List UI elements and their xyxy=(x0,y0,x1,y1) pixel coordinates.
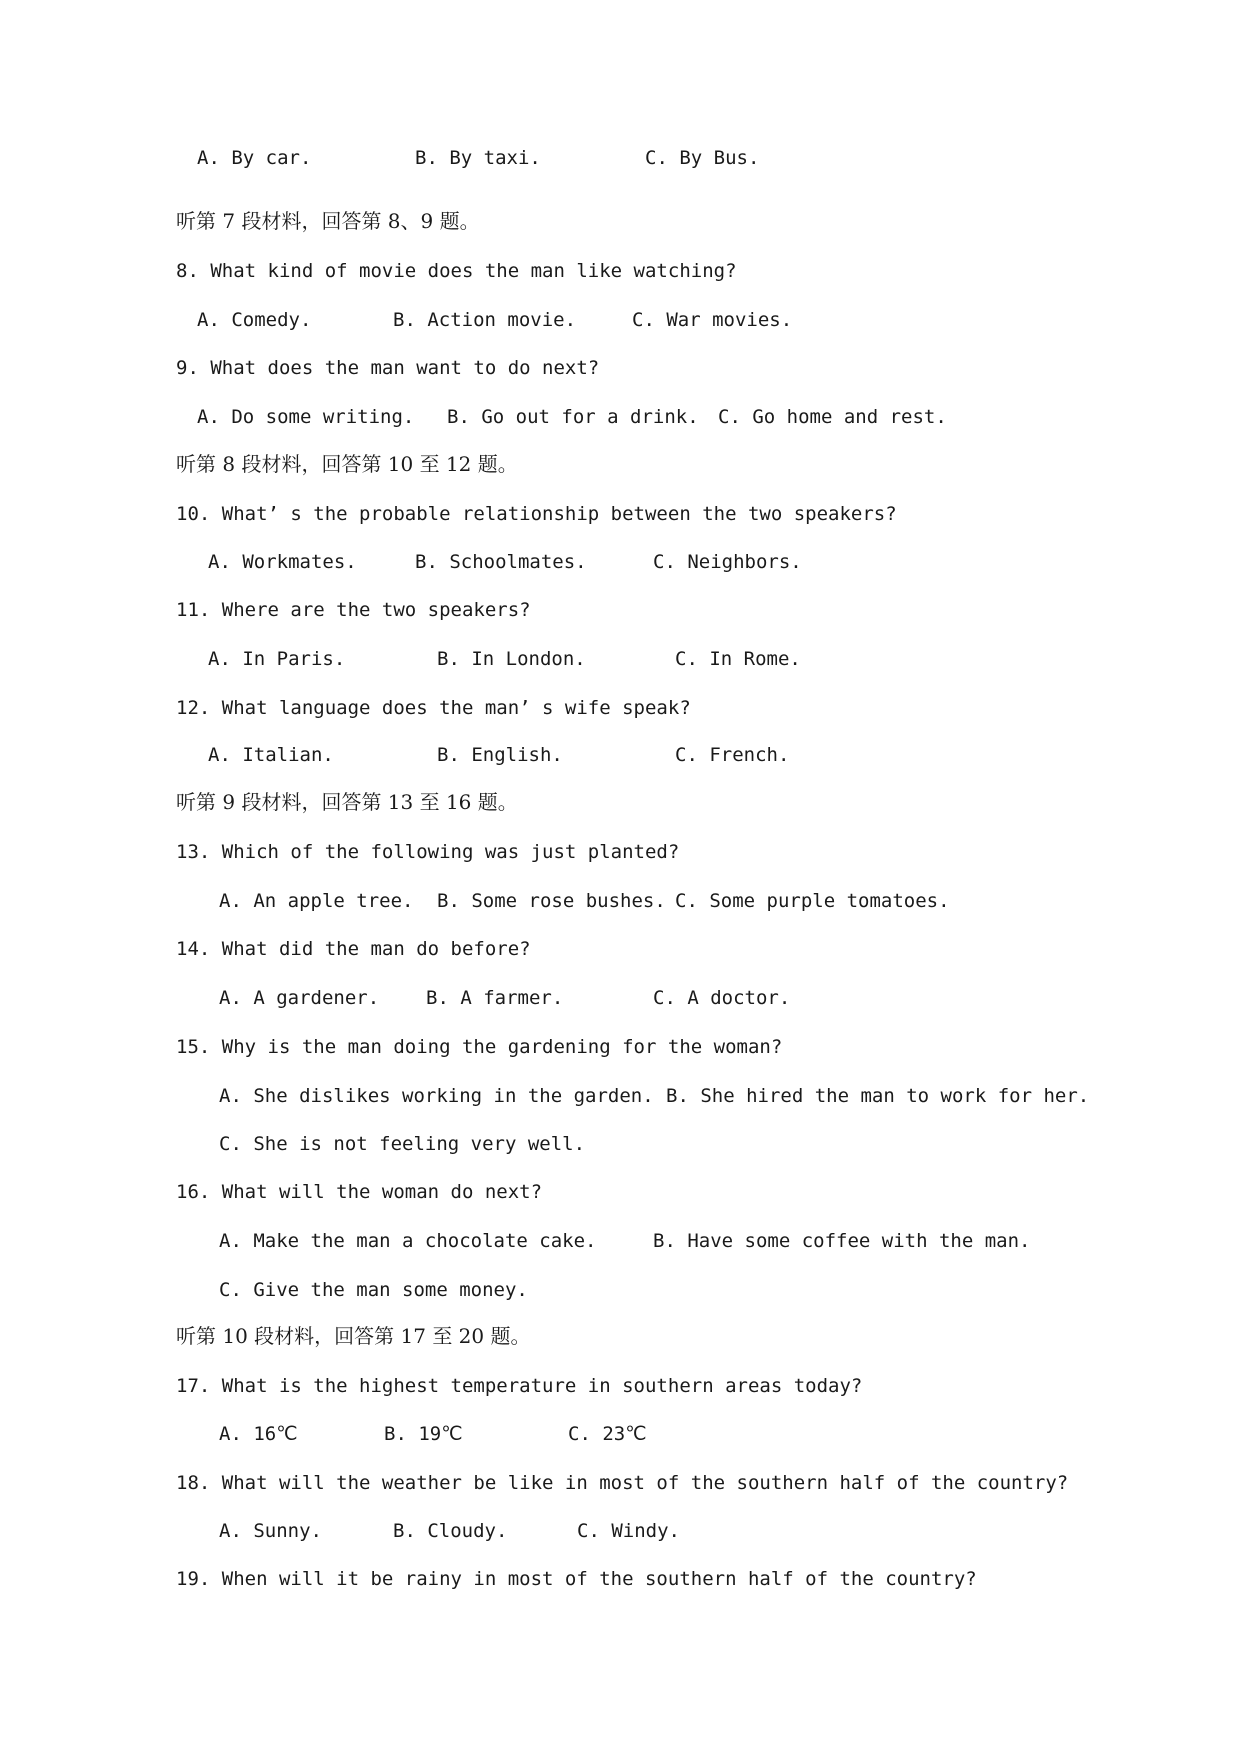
option-a: A. An apple tree. xyxy=(219,890,414,912)
question-17: 17. What is the highest temperature in southern areas today? xyxy=(176,1375,863,1397)
option-b: B. Go out for a drink. xyxy=(447,406,699,428)
option-b: B. By taxi. xyxy=(415,147,541,169)
section-heading: 听第 10 段材料，回答第 17 至 20 题。 xyxy=(176,1324,531,1348)
option-c: C. A doctor. xyxy=(653,987,791,1009)
option-c: C. In Rome. xyxy=(675,648,801,670)
option-a: A. By car. xyxy=(197,147,312,169)
option-c: C. Some purple tomatoes. xyxy=(675,890,950,912)
option-b: B. In London. xyxy=(437,648,586,670)
question-11: 11. Where are the two speakers? xyxy=(176,599,531,621)
option-b: B. Have some coffee with the man. xyxy=(653,1230,1031,1252)
option-b: B. Schoolmates. xyxy=(415,551,587,573)
option-a: A. Sunny. xyxy=(219,1520,322,1542)
question-13: 13. Which of the following was just planted? xyxy=(176,841,680,863)
option-c: C. Windy. xyxy=(577,1520,680,1542)
option-b: B. 19℃ xyxy=(384,1423,463,1445)
section-heading: 听第 9 段材料，回答第 13 至 16 题。 xyxy=(176,790,518,814)
option-a: A. A gardener. xyxy=(219,987,380,1009)
option-b: B. Action movie. xyxy=(393,309,577,331)
option-c: C. By Bus. xyxy=(645,147,760,169)
section-heading: 听第 7 段材料，回答第 8、9 题。 xyxy=(176,209,480,233)
option-c: C. She is not feeling very well. xyxy=(219,1133,586,1155)
question-16: 16. What will the woman do next? xyxy=(176,1181,543,1203)
option-c: C. Go home and rest. xyxy=(718,406,947,428)
question-14: 14. What did the man do before? xyxy=(176,938,531,960)
option-a: A. Workmates. xyxy=(208,551,357,573)
question-8: 8. What kind of movie does the man like watching? xyxy=(176,260,737,282)
option-c: C. French. xyxy=(675,744,790,766)
option-b: B. A farmer. xyxy=(426,987,564,1009)
section-heading: 听第 8 段材料，回答第 10 至 12 题。 xyxy=(176,452,518,476)
option-c: C. 23℃ xyxy=(568,1423,647,1445)
option-a: A. Comedy. xyxy=(197,309,312,331)
option-a: A. Italian. xyxy=(208,744,334,766)
option-b: B. Some rose bushes. xyxy=(437,890,666,912)
option-a: A. 16℃ xyxy=(219,1423,298,1445)
question-10: 10. What’ s the probable relationship between the two speakers? xyxy=(176,503,897,525)
option-c: C. War movies. xyxy=(632,309,793,331)
question-15: 15. Why is the man doing the gardening for the woman? xyxy=(176,1036,783,1058)
option-c: C. Neighbors. xyxy=(653,551,802,573)
option-b: B. Cloudy. xyxy=(393,1520,508,1542)
option-a: A. Do some writing. xyxy=(197,406,415,428)
question-18: 18. What will the weather be like in most of the southern half of the country? xyxy=(176,1472,1069,1494)
option-a: A. Make the man a chocolate cake. xyxy=(219,1230,597,1252)
option-a: A. She dislikes working in the garden. xyxy=(219,1085,654,1107)
option-b: B. English. xyxy=(437,744,563,766)
option-c: C. Give the man some money. xyxy=(219,1279,528,1301)
option-a: A. In Paris. xyxy=(208,648,346,670)
question-19: 19. When will it be rainy in most of the southern half of the country? xyxy=(176,1568,977,1590)
question-12: 12. What language does the man’ s wife speak? xyxy=(176,697,691,719)
option-b: B. She hired the man to work for her. xyxy=(666,1085,1090,1107)
question-9: 9. What does the man want to do next? xyxy=(176,357,600,379)
